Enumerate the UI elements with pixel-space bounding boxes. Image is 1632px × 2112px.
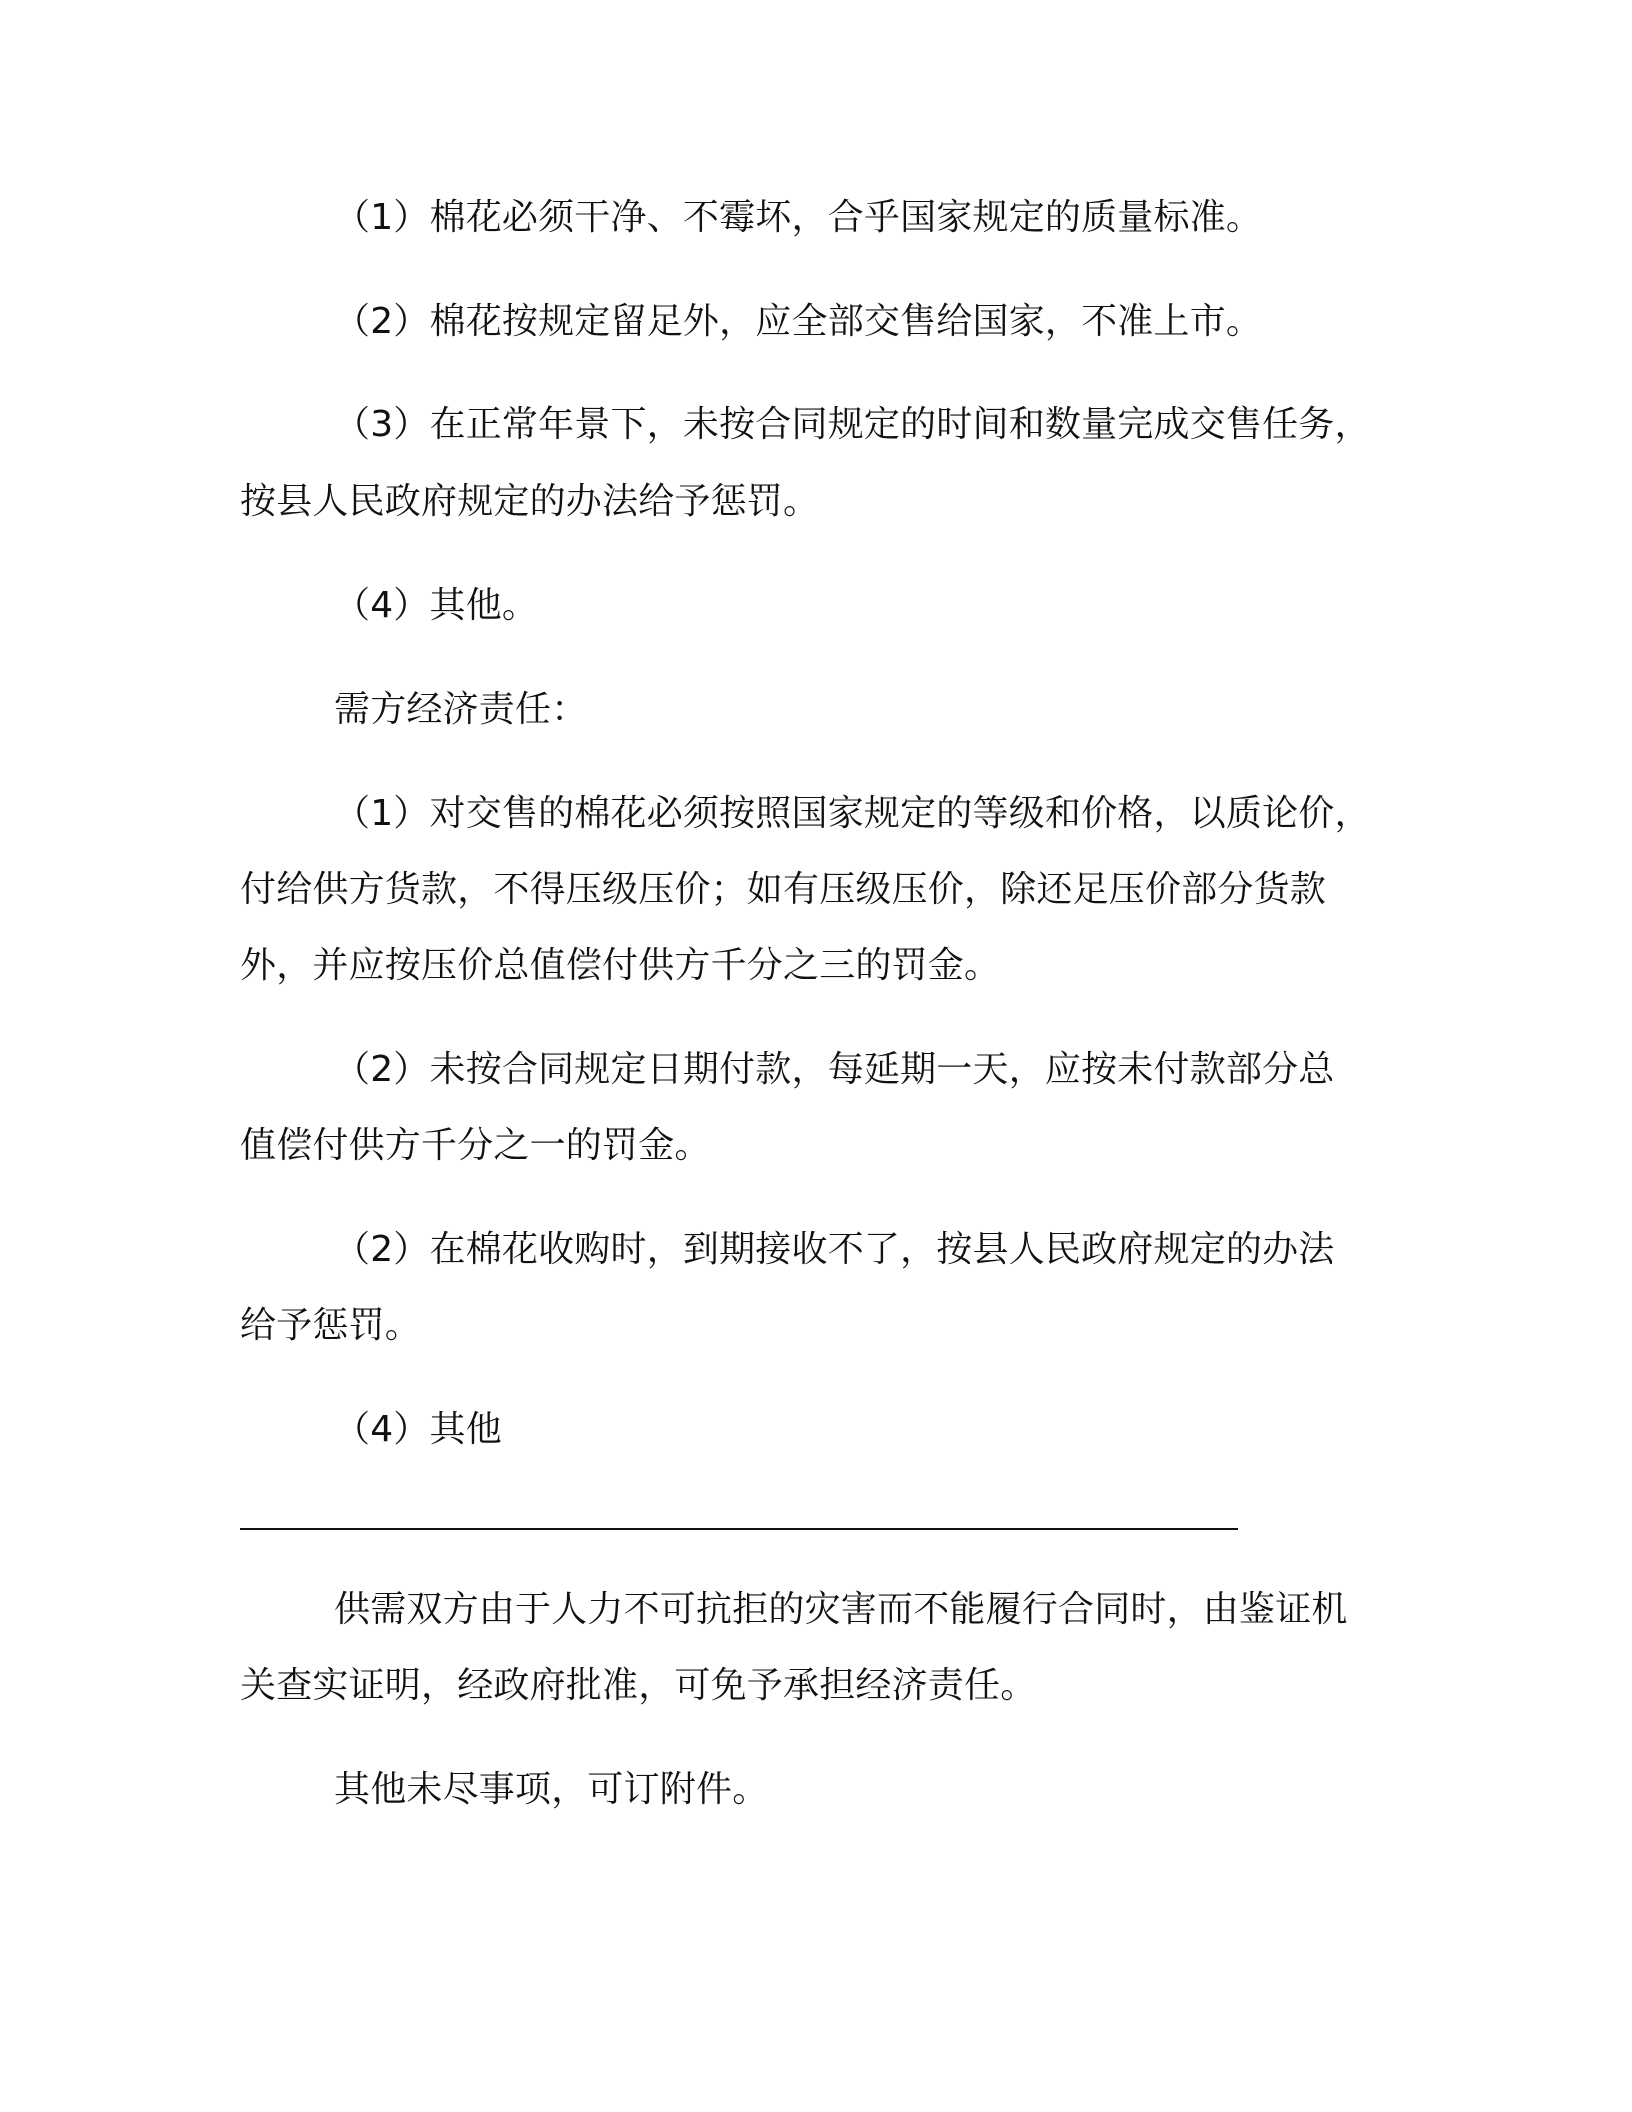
supplier-item-3-line-2: 按县人民政府规定的办法给予惩罚。: [240, 481, 820, 522]
supplier-item-1: （1）棉花必须干净、不霉坏，合乎国家规定的质量标准。: [334, 197, 1263, 238]
buyer-item-2-line-1: （2）未按合同规定日期付款，每延期一天，应按未付款部分总: [334, 1049, 1335, 1090]
buyer-item-4: （4）其他: [334, 1409, 502, 1450]
buyer-responsibility-heading: 需方经济责任：: [334, 689, 588, 730]
force-majeure-line-1: 供需双方由于人力不可抗拒的灾害而不能履行合同时，由鉴证机: [334, 1589, 1348, 1630]
buyer-item-3-line-2: 给予惩罚。: [240, 1305, 422, 1346]
blank-fill-line: [240, 1528, 1238, 1530]
buyer-item-1-line-3: 外，并应按压价总值偿付供方千分之三的罚金。: [240, 945, 1001, 986]
buyer-item-1-line-1: （1）对交售的棉花必须按照国家规定的等级和价格，以质论价，: [334, 793, 1371, 834]
buyer-item-3-line-1: （2）在棉花收购时，到期接收不了，按县人民政府规定的办法: [334, 1229, 1335, 1270]
other-matters: 其他未尽事项，可订附件。: [334, 1769, 769, 1810]
supplier-item-3-line-1: （3）在正常年景下，未按合同规定的时间和数量完成交售任务，: [334, 404, 1371, 445]
buyer-item-2-line-2: 值偿付供方千分之一的罚金。: [240, 1125, 711, 1166]
supplier-item-4: （4）其他。: [334, 585, 539, 626]
supplier-item-2: （2）棉花按规定留足外，应全部交售给国家，不准上市。: [334, 301, 1263, 342]
buyer-item-1-line-2: 付给供方货款，不得压级压价；如有压级压价，除还足压价部分货款: [240, 869, 1327, 910]
force-majeure-line-2: 关查实证明，经政府批准，可免予承担经济责任。: [240, 1665, 1037, 1706]
